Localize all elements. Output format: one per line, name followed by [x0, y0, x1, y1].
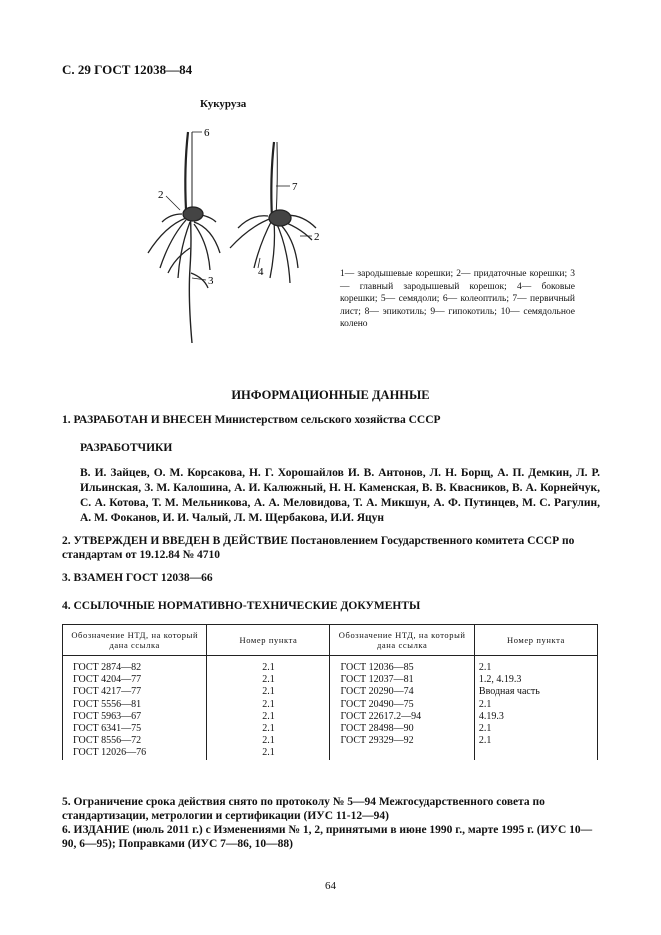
doc-cell: ГОСТ 5556—81 [63, 699, 207, 711]
col-header-clause-2: Номер пункта [474, 625, 597, 656]
info-section-title: ИНФОРМАЦИОННЫЕ ДАННЫЕ [231, 388, 430, 402]
table-row [63, 711, 598, 723]
doc-cell: ГОСТ 28498—90 [330, 723, 474, 735]
item-1: 1. РАЗРАБОТАН И ВНЕСЕН Министерством сельского хозяйства СССР [62, 414, 441, 426]
table-row [63, 686, 598, 698]
clause-cell: 2.1 [474, 656, 597, 675]
label-3: 3 [208, 275, 214, 287]
clause-cell: 4.19.3 [474, 711, 597, 723]
doc-cell: ГОСТ 8556—72 [63, 735, 207, 747]
reference-documents-table [62, 624, 598, 760]
page-number: 64 [325, 880, 336, 892]
doc-cell: ГОСТ 29329—92 [330, 735, 474, 747]
table-body [63, 656, 598, 760]
doc-cell: ГОСТ 6341—75 [63, 723, 207, 735]
doc-cell: ГОСТ 12037—81 [330, 674, 474, 686]
doc-cell: ГОСТ 2874—82 [63, 656, 207, 675]
col-header-doc-1: Обозначение НТД, на который дана ссылка [63, 625, 207, 656]
doc-cell: ГОСТ 5963—67 [63, 711, 207, 723]
table-row [63, 723, 598, 735]
figure-title: Кукуруза [200, 98, 247, 110]
clause-cell: 2.1 [474, 699, 597, 711]
clause-cell: 2.1 [207, 735, 330, 747]
clause-cell: 2.1 [207, 747, 330, 759]
developers-list: В. И. Зайцев, О. М. Корсакова, Н. Г. Хорошайлов И. В. Антонов, Л. Н. Борщ, А. П. Демкин, Л. Р. Ильинская, З. М. Калошина, А. И. Калюжный, Н. Н. Каменская, В. В. Квасников, В. А. Корнейчук, С. А. Котова, Т. М. Мельникова, А. А. Меловидова, Т. А. Микшун, А. Ф. Путинцев, М. С. Рагулин, А. М. Фоканов, И. И. Чалый, Л. М. Щербакова, И.И. Яцун [80, 467, 600, 524]
clause-cell: 2.1 [207, 686, 330, 698]
figure-legend: 1— зародышевые корешки; 2— придаточные корешки; 3— главный зародышевый корешок; 4— боковые корешки; 5— семядоли; 6— колеоптиль; 7— первичный лист; 8— эпикотиль; 9— гипокотиль; 10— семядольное колено [340, 269, 575, 330]
clause-cell: Вводная часть [474, 686, 597, 698]
col-header-doc-2: Обозначение НТД, на который дана ссылка [330, 625, 474, 656]
clause-cell: 2.1 [474, 735, 597, 747]
item-3: 3. ВЗАМЕН ГОСТ 12038—66 [62, 572, 213, 584]
item-2: 2. УТВЕРЖДЕН И ВВЕДЕН В ДЕЙСТВИЕ Постановлением Государственного комитета СССР по стандартам от 19.12.84 № 4710 [62, 535, 575, 561]
clause-cell: 2.1 [207, 656, 330, 675]
table-row [63, 747, 598, 759]
clause-cell [474, 747, 597, 759]
doc-cell [330, 747, 474, 759]
label-7: 7 [292, 181, 298, 193]
label-2-left: 2 [158, 189, 164, 201]
clause-cell: 2.1 [207, 711, 330, 723]
table-row [63, 656, 598, 675]
table-row [63, 699, 598, 711]
item-5: 5. Ограничение срока действия снято по протоколу № 5—94 Межгосударственного совета по стандартизации, метрологии и сертификации (ИУС 11-12—94) [62, 796, 545, 822]
clause-cell: 1.2, 4.19.3 [474, 674, 597, 686]
clause-cell: 2.1 [474, 723, 597, 735]
table-row [63, 735, 598, 747]
item-6: 6. ИЗДАНИЕ (июль 2011 г.) с Изменениями № 1, 2, принятыми в июне 1990 г., марте 1995 г. (ИУС 10—90, 6—95); Поправками (ИУС 7—86, 10—88) [62, 824, 593, 850]
col-header-clause-1: Номер пункта [207, 625, 330, 656]
clause-cell: 2.1 [207, 723, 330, 735]
item-4: 4. ССЫЛОЧНЫЕ НОРМАТИВНО-ТЕХНИЧЕСКИЕ ДОКУМЕНТЫ [62, 600, 421, 612]
clause-cell: 2.1 [207, 674, 330, 686]
table-row [63, 674, 598, 686]
doc-cell: ГОСТ 22617.2—94 [330, 711, 474, 723]
clause-cell: 2.1 [207, 699, 330, 711]
doc-cell: ГОСТ 12026—76 [63, 747, 207, 759]
page-header: С. 29 ГОСТ 12038—84 [62, 62, 193, 77]
doc-cell: ГОСТ 4217—77 [63, 686, 207, 698]
label-6: 6 [204, 127, 210, 139]
doc-cell: ГОСТ 12036—85 [330, 656, 474, 675]
corn-seedlings-illustration [120, 118, 350, 358]
label-4: 4 [258, 266, 264, 278]
label-2-right: 2 [314, 231, 320, 243]
doc-cell: ГОСТ 4204—77 [63, 674, 207, 686]
developers-title: РАЗРАБОТЧИКИ [80, 442, 173, 454]
doc-cell: ГОСТ 20290—74 [330, 686, 474, 698]
doc-cell: ГОСТ 20490—75 [330, 699, 474, 711]
